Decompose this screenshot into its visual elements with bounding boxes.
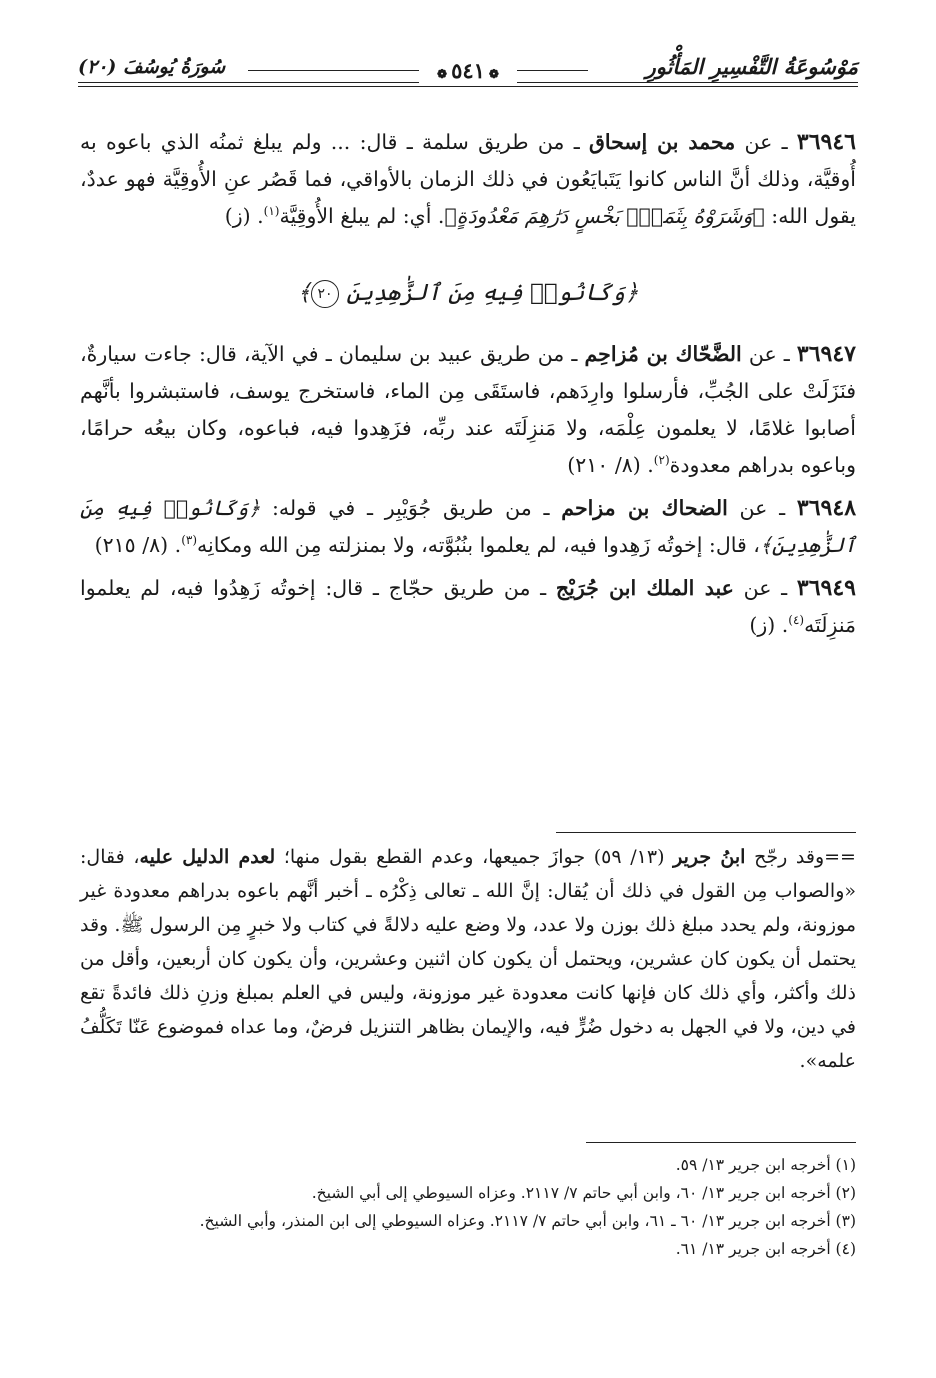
note-author: ابنُ جرير [673,846,746,868]
authority-name: عبد الملك ابن جُرَيْج [555,576,734,600]
entry-text: ـ عن [727,496,797,520]
entry-number: ٣٦٩٤٩ [796,575,856,601]
footnote-ref[interactable]: (٤) [788,613,805,628]
entry-number: ٣٦٩٤٨ [796,495,857,521]
ornament-icon: ❁ [488,67,499,81]
footnote-ref[interactable]: (١) [263,204,280,219]
note-text: (١٣/ ٥٩) جوازَ جميعها، وعدم القطع بقول منها؛ [275,846,674,868]
surah-label: سُورَةُ يُوسُفَ (٢٠) [78,56,226,78]
entry-36948 [80,490,856,564]
ayah-text: ﴿وَكَانُوا۟ فِيهِ مِنَ ٱلزَّٰهِدِينَ [346,280,639,306]
entry-text: ، قال: إخوتُه زَهِدوا فيه، لم يعلموا بنُبُوَّته، ولا بمنزلته مِن الله ومكانِه [197,533,760,557]
entry-number: ٣٦٩٤٦ [796,129,856,155]
entry-text: ـ من طريق عبيد بن سليمان ـ في الآية، قال: جاءت سيارةٌ، فنَزَلَتْ على الجُبِّ، فأرسلوا وارِدَهم، فاستَقَى مِن الماء، فاستخرج يوسف، فاستبشروا بأنَّهم أصابوا غلامًا، لا يعلمون عِلْمَه، ولا مَنزِلَتَه عند ربِّه، فزَهِدوا فيه، فباعوه، وكان بيعُه حرامًا، وباعوه بدراهم معدودة [80,342,856,477]
ayah-heading [80,275,856,312]
authority-name: محمد بن إسحاق [589,130,736,154]
footnote-4: (٤) أخرجه ابن جرير ١٣/ ٦١. [675,1240,856,1258]
note-text: ==وقد رجّح [745,846,856,868]
entry-suffix: . (ز) [224,204,264,228]
entry-36949 [80,570,856,644]
entry-text: ـ من طريق سلمة ـ قال: ... ولم يبلغ ثمنُه الذي باعوه به أُوقيَّة، وذلك أنَّ الناس كانوا يَتَبايَعُون في ذلك الزمان بالأواقي، فما قَصُر عنِ الأُوقِيَّة فهو عددٌ، يقول الله: [80,130,856,228]
ornament-icon: ❁ [437,67,448,81]
entry-text: ـ عن [741,342,797,366]
entry-text: ـ عن [735,130,797,154]
footnote-3: (٣) أخرجه ابن جرير ١٣/ ٦٠ ـ ٦١، وابن أبي حاتم ٧/ ٢١١٧. وعزاه السيوطي إلى ابن المنذر، وأبي الشيخ. [199,1212,856,1230]
entry-text: ـ من طريق حجّاج ـ قال: إخوتُه زَهِدُوا فيه، لم يعلموا مَنزِلَتَه [80,576,856,637]
entry-number: ٣٦٩٤٧ [796,341,856,367]
footnote-2: (٢) أخرجه ابن جرير ١٣/ ٦٠، وابن أبي حاتم ٧/ ٢١١٧. وعزاه السيوطي إلى أبي الشيخ. [311,1184,856,1202]
entry-suffix: . (ز) [749,613,789,637]
entry-text: . أي: لم يبلغ الأُوقِيَّة [279,204,445,228]
quran-quote: ﴿وَشَرَوْهُ بِثَمَنٍۭ بَخْسٍ دَرَٰهِمَ مَعْدُودَةٍ﴾ [444,204,765,228]
page-number: ٥٤١ [451,58,485,83]
footnote-ref[interactable]: (٢) [653,453,670,468]
entry-suffix: . (٨/ ٢١٠) [567,453,654,477]
footnotes [80,1152,856,1264]
entry-36946 [80,124,856,235]
note-text: ، فقال: «والصواب مِن القول في ذلك أن يُقال: إنَّ الله ـ تعالى ذِكْرُه ـ أخبر أنَّهم باعوه بدراهم معدودة غير موزونة، ولم يحدد مبلغ ذلك بوزن ولا عدد، ولا وضع عليه دلالةً في كتاب ولا خبرٍ مِن الرسول ﷺ. وقد يحتمل أن يكون كان عشرين، ويحتمل أن يكون كان اثنين وعشرين، وأن يكون كان أربعين، وأقل من ذلك وأكثر، وأي ذلك كان فإنها كانت معدودة غير موزونة، وليس في العلم بمبلغ وزنِ ذلك فائدةً تقع في دين، ولا في الجهل به دخول ضُرٍّ فيه، والإيمان بظاهر التنزيل فرضٌ، وما عداه فموضوع عَنّا تَكَلُّفُ علمه». [80,846,856,1072]
main-text [80,124,856,650]
footnote-ref[interactable]: (٣) [181,533,198,548]
book-title: مَوْسُوعَةُ التَّفْسِيرِ المَأْثُورِ [645,54,858,79]
entry-text: ـ عن [733,576,797,600]
header-rule-thin [78,86,858,87]
running-header [78,48,858,88]
footnote-separator [586,1142,856,1143]
note-separator [556,832,856,833]
authority-name: الضَّحّاك بن مُزاحِم [584,342,742,366]
page-number-box [419,58,517,83]
header-rule-top [248,70,588,71]
ayah-close: ﴾ [297,280,312,306]
entry-36947 [80,336,856,484]
authority-name: الضحاك بن مزاحم [561,496,728,520]
note-emphasis: لعدم الدليل عليه [139,846,276,868]
quran-quote: ﴿وَكَانُوا۟ فِيهِ مِنَ ٱلزَّٰهِدِينَ﴾ [80,496,856,557]
entry-suffix: . (٨/ ٢١٥) [94,533,182,557]
footnote-1: (١) أخرجه ابن جرير ١٣/ ٥٩. [675,1156,856,1174]
verse-number-circle: ٢٠ [311,280,339,308]
entry-text: ـ من طريق جُوَيْبِر ـ في قوله: [260,496,562,520]
commentary-note [80,840,856,1078]
